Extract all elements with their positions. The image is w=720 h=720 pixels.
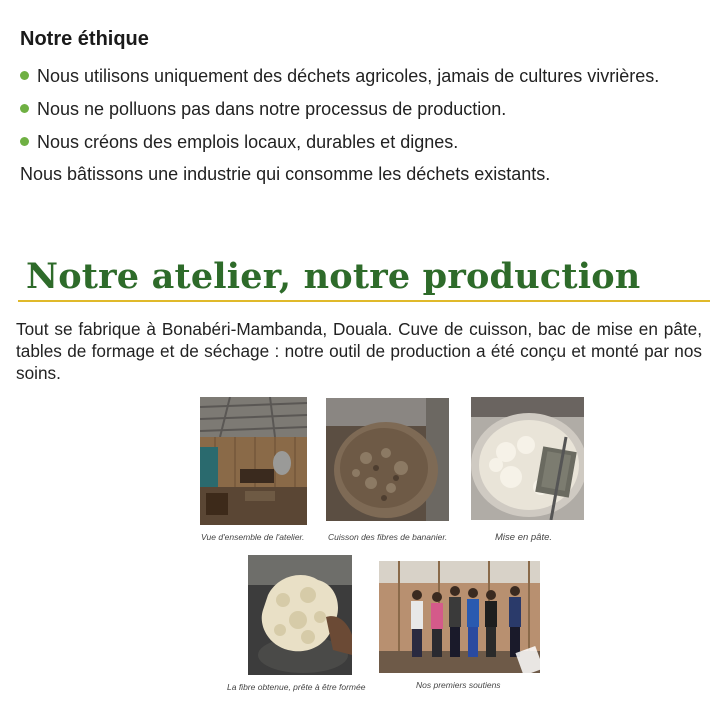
- ethics-heading: Notre éthique: [20, 28, 149, 50]
- photo-caption: La fibre obtenue, prête à être formée: [227, 682, 366, 692]
- ethics-bullet-text: Nous utilisons uniquement des déchets agricoles, jamais de cultures vivrières.: [37, 66, 660, 86]
- photo-caption: Nos premiers soutiens: [416, 680, 501, 690]
- ethics-bullet: [20, 132, 458, 153]
- workshop-intro-paragraph: Tout se fabrique à Bonabéri-Mambanda, Douala. Cuve de cuisson, bac de mise en pâte, tables de formage et de séchage : notre outil de production a été conçu et monté par nos soins.: [16, 319, 702, 383]
- cooking-fibres-photo: [326, 398, 449, 521]
- supporters-group-photo: [379, 561, 540, 673]
- title-divider: [18, 300, 710, 302]
- bullet-dot-icon: [20, 104, 29, 113]
- photo-caption: Vue d'ensemble de l'atelier.: [201, 532, 305, 542]
- ethics-closing-text: Nous bâtissons une industrie qui consomme les déchets existants.: [20, 164, 551, 184]
- section-title: Notre atelier, notre production: [26, 256, 641, 297]
- photo-caption: Mise en pâte.: [495, 532, 553, 543]
- bullet-dot-icon: [20, 71, 29, 80]
- photo-caption: Cuisson des fibres de bananier.: [328, 532, 448, 542]
- obtained-fibre-photo: [248, 555, 352, 675]
- ethics-bullet: [20, 99, 506, 120]
- pulping-photo: [471, 397, 584, 520]
- bullet-dot-icon: [20, 137, 29, 146]
- ethics-bullet-text: Nous créons des emplois locaux, durables et dignes.: [37, 132, 459, 152]
- ethics-bullet: [20, 66, 659, 87]
- workshop-overview-photo: [200, 397, 307, 525]
- ethics-bullet-text: Nous ne polluons pas dans notre processus de production.: [37, 99, 507, 119]
